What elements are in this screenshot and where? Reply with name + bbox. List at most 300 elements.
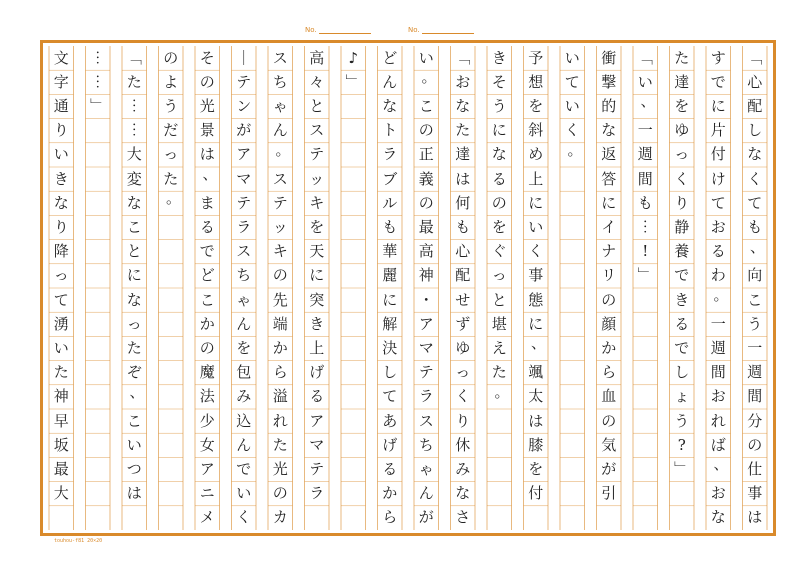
manuscript-char: 、 xyxy=(713,455,729,474)
manuscript-char: で xyxy=(236,459,252,478)
text-column xyxy=(122,46,147,530)
manuscript-char: ト xyxy=(382,121,398,140)
manuscript-char: ん xyxy=(418,484,434,503)
manuscript-char: さ xyxy=(455,508,471,527)
manuscript-char: を xyxy=(491,217,507,236)
manuscript-char: も xyxy=(382,217,398,236)
manuscript-char: 返 xyxy=(601,145,617,164)
manuscript-char: 、 xyxy=(749,237,765,256)
manuscript-char: の xyxy=(272,266,288,285)
manuscript-char: 天 xyxy=(309,242,325,261)
manuscript-char: 顔 xyxy=(601,314,617,333)
manuscript-char: を xyxy=(236,338,252,357)
manuscript-char: の xyxy=(747,435,763,454)
manuscript-char: 想 xyxy=(528,72,544,91)
text-column xyxy=(86,46,111,530)
manuscript-char: 少 xyxy=(199,411,215,430)
manuscript-char: ︙ xyxy=(126,96,142,115)
manuscript-char: だ xyxy=(163,121,179,140)
manuscript-char: ︙ xyxy=(90,48,106,67)
manuscript-char: ら xyxy=(272,363,288,382)
manuscript-char: に xyxy=(528,193,544,212)
number-label: No. xyxy=(408,26,420,34)
number-field-1 xyxy=(305,26,371,34)
manuscript-char: 最 xyxy=(53,459,69,478)
manuscript-char: 予 xyxy=(528,48,544,67)
manuscript-char: マ xyxy=(309,435,325,454)
manuscript-char: い xyxy=(53,145,69,164)
manuscript-char: を xyxy=(528,96,544,115)
manuscript-char: こ xyxy=(747,290,763,309)
manuscript-char: に xyxy=(528,314,544,333)
text-column xyxy=(560,46,585,530)
manuscript-char: な xyxy=(455,96,471,115)
manuscript-char: は xyxy=(199,145,215,164)
manuscript-char: ら xyxy=(382,508,398,527)
manuscript-char: る xyxy=(199,217,215,236)
manuscript-char: 向 xyxy=(747,266,763,285)
manuscript-char: テ xyxy=(236,72,252,91)
manuscript-char: こ xyxy=(199,290,215,309)
manuscript-char: な xyxy=(382,96,398,115)
manuscript-char: 湧 xyxy=(53,314,69,333)
manuscript-char: ゆ xyxy=(455,338,471,357)
manuscript-char: 配 xyxy=(455,266,471,285)
manuscript-char: に xyxy=(710,96,726,115)
manuscript-char: ス xyxy=(309,121,325,140)
manuscript-char: の xyxy=(272,484,288,503)
manuscript-char: の xyxy=(601,290,617,309)
manuscript-char: の xyxy=(418,121,434,140)
manuscript-char: な xyxy=(53,193,69,212)
manuscript-char: よ xyxy=(163,72,179,91)
manuscript-char: 片 xyxy=(710,121,726,140)
manuscript-char: ﹁ xyxy=(637,48,653,67)
manuscript-char: た xyxy=(491,363,507,382)
manuscript-char: 事 xyxy=(528,266,544,285)
manuscript-char: て xyxy=(564,72,580,91)
manuscript-char: テ xyxy=(309,145,325,164)
text-column xyxy=(743,46,768,530)
manuscript-char: 週 xyxy=(710,338,726,357)
manuscript-char: ょ xyxy=(674,387,690,406)
manuscript-char: く xyxy=(236,508,252,527)
manuscript-char: 華 xyxy=(382,242,398,261)
manuscript-char: ラ xyxy=(382,145,398,164)
manuscript-char: り xyxy=(674,193,690,212)
manuscript-char: 達 xyxy=(455,145,471,164)
number-line xyxy=(422,26,474,34)
manuscript-char: 心 xyxy=(747,72,763,91)
manuscript-char: は xyxy=(528,411,544,430)
manuscript-char: が xyxy=(418,508,434,527)
manuscript-char: ま xyxy=(199,193,215,212)
manuscript-char: で xyxy=(710,72,726,91)
manuscript-char: げ xyxy=(382,435,398,454)
manuscript-char: 光 xyxy=(199,96,215,115)
manuscript-char: 先 xyxy=(272,290,288,309)
manuscript-char: お xyxy=(710,484,726,503)
manuscript-char: る xyxy=(491,169,507,188)
manuscript-char: 義 xyxy=(418,169,434,188)
manuscript-char: い xyxy=(53,338,69,357)
manuscript-char: る xyxy=(309,387,325,406)
manuscript-char: ゃ xyxy=(236,290,252,309)
text-column xyxy=(451,46,476,530)
manuscript-char: て xyxy=(53,290,69,309)
manuscript-char: ア xyxy=(236,145,252,164)
manuscript-char: め xyxy=(528,145,544,164)
manuscript-char: っ xyxy=(455,363,471,382)
manuscript-char: 通 xyxy=(53,96,69,115)
manuscript-char: ン xyxy=(236,96,252,115)
manuscript-char: の xyxy=(418,193,434,212)
manuscript-char: 文 xyxy=(53,48,69,67)
manuscript-char: ぐ xyxy=(491,242,507,261)
manuscript-char: そ xyxy=(491,72,507,91)
manuscript-char: ら xyxy=(601,363,617,382)
manuscript-char: で xyxy=(199,242,215,261)
manuscript-char: ア xyxy=(418,314,434,333)
manuscript-char: 決 xyxy=(382,338,398,357)
manuscript-char: で xyxy=(674,266,690,285)
manuscript-char: ラ xyxy=(236,217,252,236)
manuscript-char: 、 xyxy=(640,92,656,111)
manuscript-char: い xyxy=(564,48,580,67)
manuscript-char: ず xyxy=(455,314,471,333)
manuscript-char: 斜 xyxy=(528,121,544,140)
manuscript-char: に xyxy=(601,193,617,212)
manuscript-char: っ xyxy=(491,266,507,285)
manuscript-char: ? xyxy=(677,435,686,454)
manuscript-char: い xyxy=(637,72,653,91)
manuscript-char: か xyxy=(601,338,617,357)
manuscript-char: あ xyxy=(382,411,398,430)
manuscript-char: の xyxy=(163,48,179,67)
manuscript-char: 一 xyxy=(747,338,763,357)
manuscript-char: 一 xyxy=(637,121,653,140)
manuscript-char: 端 xyxy=(272,314,288,333)
manuscript-char: み xyxy=(236,387,252,406)
manuscript-char: わ xyxy=(710,266,726,285)
manuscript-char: は xyxy=(455,169,471,188)
manuscript-char: 包 xyxy=(236,363,252,382)
manuscript-char: ラ xyxy=(309,484,325,503)
manuscript-char: 仕 xyxy=(747,459,763,478)
manuscript-char: 降 xyxy=(53,242,69,261)
manuscript-char: げ xyxy=(309,363,325,382)
manuscript-char: 週 xyxy=(747,363,763,382)
manuscript-char: な xyxy=(126,290,142,309)
manuscript-char: り xyxy=(53,121,69,140)
manuscript-char: 膝 xyxy=(528,435,544,454)
manuscript-char: テ xyxy=(236,193,252,212)
manuscript-char: 々 xyxy=(309,72,325,91)
manuscript-char: く xyxy=(564,121,580,140)
manuscript-char: 衝 xyxy=(601,48,617,67)
manuscript-char: き xyxy=(491,48,507,67)
manuscript-char: ﹂ xyxy=(345,72,361,91)
manuscript-char: 突 xyxy=(309,290,325,309)
manuscript-char: 気 xyxy=(601,435,617,454)
manuscript-char: っ xyxy=(674,145,690,164)
manuscript-char: に xyxy=(126,266,142,285)
manuscript-char: 。 xyxy=(713,286,729,304)
manuscript-char: 坂 xyxy=(53,435,69,454)
manuscript-char: を xyxy=(309,217,325,236)
manuscript-char: ナ xyxy=(601,242,617,261)
manuscript-char: 光 xyxy=(272,459,288,478)
manuscript-char: う xyxy=(163,96,179,115)
manuscript-char: に xyxy=(491,121,507,140)
manuscript-char: し xyxy=(382,363,398,382)
manuscript-char: テ xyxy=(418,363,434,382)
manuscript-char: 颯 xyxy=(528,363,544,382)
manuscript-char: り xyxy=(455,411,471,430)
text-column xyxy=(378,46,403,530)
manuscript-char: 大 xyxy=(126,145,142,164)
manuscript-char: リ xyxy=(601,266,617,285)
manuscript-char: く xyxy=(747,169,763,188)
manuscript-char: 撃 xyxy=(601,72,617,91)
manuscript-char: ア xyxy=(199,459,215,478)
manuscript-char: い xyxy=(236,484,252,503)
manuscript-char: た xyxy=(53,363,69,382)
manuscript-char: ア xyxy=(309,411,325,430)
manuscript-char: お xyxy=(710,387,726,406)
manuscript-char: テ xyxy=(272,193,288,212)
manuscript-char: 高 xyxy=(309,48,325,67)
manuscript-char: 引 xyxy=(601,484,617,503)
manuscript-char: が xyxy=(601,459,617,478)
manuscript-char: ち xyxy=(272,72,288,91)
manuscript-char: 上 xyxy=(528,169,544,188)
manuscript-char: 。 xyxy=(421,68,437,87)
manuscript-char: 達 xyxy=(674,72,690,91)
manuscript-char: き xyxy=(309,314,325,333)
manuscript-char: 早 xyxy=(53,411,69,430)
manuscript-char: ス xyxy=(272,169,288,188)
manuscript-char: か xyxy=(382,484,398,503)
manuscript-char: き xyxy=(674,290,690,309)
manuscript-char: 。 xyxy=(275,140,291,159)
manuscript-char: ス xyxy=(272,48,288,67)
manuscript-char: 溢 xyxy=(272,387,288,406)
manuscript-char: る xyxy=(710,242,726,261)
manuscript-char: ス xyxy=(418,411,434,430)
manuscript-char: ︙ xyxy=(126,121,142,140)
manuscript-char: ゃ xyxy=(272,96,288,115)
manuscript-char: て xyxy=(710,193,726,212)
manuscript-char: う xyxy=(747,314,763,333)
manuscript-char: っ xyxy=(126,314,142,333)
footer-imprint: touhou-f81 20×20 xyxy=(54,538,103,544)
manuscript-char: テ xyxy=(309,459,325,478)
manuscript-char: 。 xyxy=(567,140,583,159)
manuscript-char: 太 xyxy=(528,387,544,406)
manuscript-char: な xyxy=(126,193,142,212)
manuscript-char: 、 xyxy=(530,334,546,353)
manuscript-char: 間 xyxy=(710,363,726,382)
manuscript-char: 何 xyxy=(455,193,471,212)
manuscript-char: 女 xyxy=(199,435,215,454)
manuscript-char: い xyxy=(418,48,434,67)
manuscript-char: 込 xyxy=(236,411,252,430)
manuscript-char: お xyxy=(710,217,726,236)
manuscript-char: て xyxy=(747,193,763,212)
text-column xyxy=(49,46,74,530)
manuscript-char: の xyxy=(601,411,617,430)
manuscript-char: ゆ xyxy=(674,121,690,140)
manuscript-char: 神 xyxy=(418,266,434,285)
manuscript-char: て xyxy=(382,387,398,406)
manuscript-char: ﹁ xyxy=(747,48,763,67)
manuscript-char: マ xyxy=(236,169,252,188)
manuscript-char: ん xyxy=(236,314,252,333)
manuscript-char: 静 xyxy=(674,217,690,236)
manuscript-char: 麗 xyxy=(382,266,398,285)
text-column xyxy=(232,46,257,530)
text-column xyxy=(597,46,622,530)
manuscript-char: キ xyxy=(309,193,325,212)
manuscript-char: っ xyxy=(53,266,69,285)
manuscript-char: う xyxy=(491,96,507,115)
manuscript-char: 分 xyxy=(747,411,763,430)
manuscript-char: ♪ xyxy=(348,48,359,67)
manuscript-char: ﹂ xyxy=(637,266,653,285)
manuscript-char: な xyxy=(455,484,471,503)
manuscript-char: 字 xyxy=(53,72,69,91)
manuscript-char: ラ xyxy=(418,387,434,406)
manuscript-char: 心 xyxy=(455,242,471,261)
manuscript-char: れ xyxy=(710,411,726,430)
manuscript-char: る xyxy=(382,459,398,478)
manuscript-char: 事 xyxy=(747,484,763,503)
manuscript-char: ス xyxy=(236,242,252,261)
manuscript-char: っ xyxy=(163,145,179,164)
manuscript-char: 態 xyxy=(528,290,544,309)
manuscript-char: か xyxy=(199,314,215,333)
manuscript-char: ど xyxy=(382,48,398,67)
manuscript-char: ・ xyxy=(418,290,434,309)
manuscript-char: に xyxy=(309,266,325,285)
manuscript-char: ｜ xyxy=(236,48,252,67)
manuscript-char: な xyxy=(747,145,763,164)
manuscript-char: い xyxy=(564,96,580,115)
manuscript-char: ゃ xyxy=(418,459,434,478)
manuscript-char: 堪 xyxy=(491,314,507,333)
manuscript-char: つ xyxy=(126,459,142,478)
manuscript-char: で xyxy=(674,338,690,357)
manuscript-char: は xyxy=(747,508,763,527)
manuscript-char: こ xyxy=(126,411,142,430)
manuscript-char: ッ xyxy=(309,169,325,188)
manuscript-char: き xyxy=(53,169,69,188)
manuscript-char: の xyxy=(199,338,215,357)
manuscript-char: キ xyxy=(272,242,288,261)
manuscript-char: ブ xyxy=(382,169,398,188)
manuscript-char: た xyxy=(126,72,142,91)
manuscript-char: 配 xyxy=(747,96,763,115)
manuscript-char: ﹁ xyxy=(455,48,471,67)
number-line xyxy=(319,26,371,34)
manuscript-char: た xyxy=(126,338,142,357)
text-column xyxy=(268,46,293,530)
manuscript-char: の xyxy=(199,72,215,91)
manuscript-char: ん xyxy=(236,435,252,454)
manuscript-char: み xyxy=(455,459,471,478)
manuscript-char: ニ xyxy=(199,484,215,503)
manuscript-char: ち xyxy=(418,435,434,454)
manuscript-char: な xyxy=(491,145,507,164)
manuscript-char: た xyxy=(163,169,179,188)
manuscript-char: 付 xyxy=(710,145,726,164)
text-column xyxy=(633,46,658,530)
manuscript-char: 景 xyxy=(199,121,215,140)
manuscript-char: う xyxy=(674,411,690,430)
manuscript-char: ば xyxy=(710,435,726,454)
manuscript-char: し xyxy=(674,363,690,382)
manuscript-char: こ xyxy=(418,96,434,115)
manuscript-char: ぞ xyxy=(126,363,142,382)
manuscript-char: た xyxy=(272,435,288,454)
manuscript-char: も xyxy=(747,217,763,236)
manuscript-char: た xyxy=(674,48,690,67)
manuscript-char: し xyxy=(747,121,763,140)
manuscript-char: ち xyxy=(236,266,252,285)
manuscript-char: ん xyxy=(272,121,288,140)
manuscript-char: 解 xyxy=(382,314,398,333)
manuscript-char: い xyxy=(126,435,142,454)
manuscript-char: く xyxy=(674,169,690,188)
manuscript-char: ﹂ xyxy=(674,459,690,478)
manuscript-char: は xyxy=(126,484,142,503)
manuscript-char: 。 xyxy=(494,382,510,401)
manuscript-char: 法 xyxy=(199,387,215,406)
text-column xyxy=(670,46,695,530)
text-column xyxy=(706,46,731,530)
number-field-2 xyxy=(408,26,474,34)
manuscript-char: 神 xyxy=(53,387,69,406)
manuscript-char: ︙ xyxy=(90,72,106,91)
text-column xyxy=(487,46,512,530)
text-column xyxy=(305,46,330,530)
manuscript-char: 最 xyxy=(418,217,434,236)
manuscript-char: と xyxy=(491,290,507,309)
manuscript-char: 変 xyxy=(126,169,142,188)
manuscript-char: 正 xyxy=(418,145,434,164)
manuscript-char: と xyxy=(309,96,325,115)
manuscript-char: 血 xyxy=(601,387,617,406)
text-column xyxy=(524,46,549,530)
manuscript-char: り xyxy=(53,217,69,236)
manuscript-char: く xyxy=(455,387,471,406)
manuscript-char: 上 xyxy=(309,338,325,357)
manuscript-char: 的 xyxy=(601,96,617,115)
manuscript-char: 、 xyxy=(129,382,145,401)
manuscript-char: の xyxy=(491,193,507,212)
manuscript-char: 付 xyxy=(528,484,544,503)
manuscript-char: 魔 xyxy=(199,363,215,382)
text-column xyxy=(195,46,220,530)
manuscript-char: 、 xyxy=(202,165,218,183)
manuscript-char: メ xyxy=(199,508,215,527)
manuscript-char: く xyxy=(528,242,544,261)
manuscript-char: そ xyxy=(199,48,215,67)
manuscript-char: 高 xyxy=(418,242,434,261)
manuscript-char: お xyxy=(455,72,471,91)
manuscript-char: ﹂ xyxy=(90,96,106,115)
